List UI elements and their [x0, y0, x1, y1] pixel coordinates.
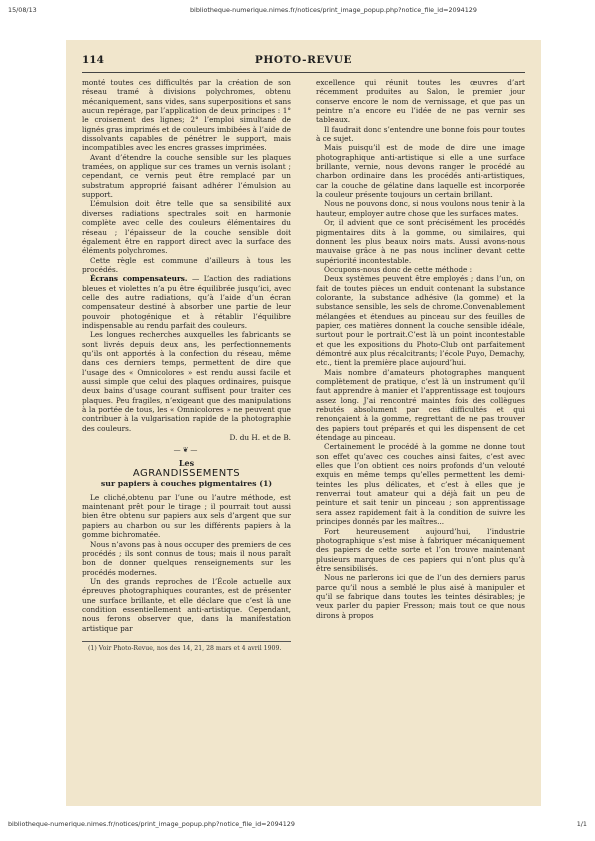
- paragraph: Mais puisqu’il est de mode de dire une image photographique anti-artistique si elle a une surface brillante, vernie, nous devons ranger le procédé au charbon ordinaire dans les procédés anti-artistiques, car la couche de gélatine dans laquelle est incorporée la couleur présente toujours un certain brillant.: [316, 143, 525, 200]
- section-title: AGRANDISSEMENTS: [132, 468, 241, 480]
- browser-print-page-count: 1/1: [576, 820, 587, 828]
- paragraph: Certainement le procédé à la gomme ne donne tout son effet qu’avec ces couches ainsi faites, c’est avec elles que l’on obtient ces noirs profonds d’un velouté exquis en même temps qu’elles permettent les demi-teintes les plus délicates, et c’est à elles que je renverrai tout amateur qui a déjà fait un peu de peinture et sait tenir un pinceau ; son apprentissage sera assez rapidement fait à la condition de suivre les principes donnés par les maîtres...: [316, 442, 525, 527]
- right-column: [316, 78, 525, 620]
- paragraph: Un des grands reproches de l’École actuelle aux épreuves photographiques courantes, est de présenter une surface brillante, et elle déclare que c’est là une condition essentiellement anti-artistique. Cependant, nous ferons observer que, dans la manifestation artistique par: [82, 576, 291, 633]
- paragraph: [82, 274, 291, 330]
- paragraph: Occupons-nous donc de cette méthode :: [324, 264, 473, 274]
- browser-print-url-header: bibliotheque-numerique.nimes.fr/notices/print_image_popup.php?notice_file_id=2094129: [190, 6, 477, 14]
- paragraph: Les longues recherches auxquelles les fabricants se sont livrés depuis deux ans, les perfectionnements qu’ils ont apportés à la confection du réseau, même dans ces derniers temps, permettent de dire que l’usage des « Omnicolores » est rendu aussi facile et aussi simple que celui des plaques ordinaires, puisque deux bains d’usage courant suffisent pour traiter ces plaques. Peu fragiles, n’exigeant que des manipulations à la portée de tous, les « Omnicolores » ne peuvent que contribuer à la vulgarisation rapide de la photographie des couleurs.: [82, 330, 291, 433]
- paragraph: Cette règle est commune d’ailleurs à tous les procédés.: [82, 255, 291, 274]
- paragraph: Avant d’étendre la couche sensible sur les plaques tramées, on applique sur ces trames un vernis isolant ; cependant, ce vernis peut être remplacé par un substratum approprié faisant adhérer l’émulsion au support.: [82, 152, 291, 200]
- author-signature: D. du H. et de B.: [229, 433, 291, 443]
- paragraph: Fort heureusement aujourd’hui, l’industrie photographique s’est mise à fabriquer mécaniquement des papiers de cette sorte et l’on trouve maintenant plusieurs marques de ces papiers qui n’ont plus qu’à être sensibilisés.: [316, 526, 525, 573]
- section-subtitle: sur papiers à couches pigmentaires (1): [100, 479, 273, 489]
- paragraph: excellence qui réunit toutes les œuvres d’art récemment produites au Salon, le premier jour conserve encore le nom de vernissage, et que pas un peintre n’a encore eu l’idée de ne pas vernir ses tableaux.: [316, 78, 525, 125]
- paragraph: monté toutes ces difficultés par la création de son réseau tramé à divisions polychromes, obtenu mécaniquement, sans vides, sans superpositions et sans aucun repérage, par l’application de deux principes : 1° le croisement des lignes; 2° l’emploi simultané de lignés gras imprimés et de couleurs imbibées à l’aide de dissolvants capables de pénétrer le support, mais incompatibles avec les encres grasses imprimées.: [82, 78, 291, 153]
- browser-print-date: 15/08/13: [8, 6, 37, 14]
- footnote-rule: [82, 641, 291, 642]
- paragraph: Il faudrait donc s’entendre une bonne fois pour toutes à ce sujet.: [316, 124, 525, 144]
- scanned-page: [66, 40, 541, 806]
- paragraph: Nous n’avons pas à nous occuper des premiers de ces procédés ; ils sont connus de tous; mais il nous paraît bon de donner quelques renseignements sur les procédés modernes.: [82, 539, 291, 577]
- paragraph-text: — L’action des radiations bleues et violettes n’a pu être équilibrée jusqu’ici, avec celle des autre radiations, qu’à l’aide d’un écran compensateur destiné à absorber une partie de leur pouvoir photogénique et à rétablir l’équilibre indispensable au rendu parfait des couleurs.: [82, 274, 291, 330]
- paragraph: Or, il advient que ce sont précisément les procédés pigmentaires dits à la gomme, ou similaires, qui donnent les plus beaux noirs mats. Aussi avons-nous mauvaise grâce à ne pas nous incliner devant cette supériorité incontestable.: [316, 218, 525, 265]
- paragraph: Nous ne parlerons ici que de l’un des derniers parus parce qu’il nous a semblé le plus aisé à manipuler et qu’il se fabrique dans toutes les teintes désirables; je veux parler du papier Fresson; mais tout ce que nous dirons à propos: [316, 573, 525, 620]
- footnote: (1) Voir Photo-Revue, nos des 14, 21, 28 mars et 4 avril 1909.: [88, 644, 282, 652]
- section-ornament: —❦—: [173, 446, 200, 455]
- header-rule: [82, 72, 525, 73]
- paragraph: Mais nombre d’amateurs photographes manquent complètement de pratique, c’est là un instrument qu’il faut apprendre à manier et l’apprentissage est toujours assez long. J’ai rencontré maintes fois des collègues rebutés absolument par ces difficultés et qui renonçaient à la gomme, regrettant de ne pas trouver des papiers tout préparés et qui les dispensent de cet étendage au pinceau.: [316, 367, 525, 443]
- section-title-prefix: Les: [178, 457, 195, 468]
- paragraph: Deux systèmes peuvent être employés ; dans l’un, on fait de toutes pièces un enduit contenant la substance colorante, la substance adhésive (la gomme) et la substance sensible, les sels de chrome.Convenablement mélangées et étendues au pinceau sur des feuilles de papier, ces matières donnent la couche sensible idéale, surtout pour le portrait.C’est là un point incontestable et que les expositions du Photo-Club ont parfaitement démontré aux plus récalcitrants; l’école Puyo, Demachy, etc., tient la première place aujourd’hui.: [316, 274, 525, 368]
- page-header: [82, 54, 525, 70]
- browser-print-url-footer: bibliotheque-numerique.nimes.fr/notices/print_image_popup.php?notice_file_id=2094129: [8, 820, 295, 828]
- paragraph: Nous ne pouvons donc, si nous voulons nous tenir à la hauteur, employer autre chose que les surfaces mates.: [316, 199, 525, 218]
- left-column: [82, 78, 291, 653]
- paragraph: L’émulsion doit être telle que sa sensibilité aux diverses radiations spectrales soit en harmonie complète avec celle des couleurs élémentaires du réseau ; l’épaisseur de la couche sensible doit également être en rapport direct avec la surface des éléments polychromes.: [82, 199, 291, 256]
- subsection-heading: Écrans compensateurs.: [90, 274, 188, 284]
- journal-title: PHOTO-REVUE: [254, 54, 353, 66]
- page-number: 114: [82, 54, 104, 66]
- paragraph: Le cliché,obtenu par l’une ou l’autre méthode, est maintenant prêt pour le tirage ; il pourrait tout aussi bien être obtenu sur papiers aux sels d’argent que sur papiers au charbon ou sur les différents papiers à la gomme bichromatée.: [82, 492, 291, 540]
